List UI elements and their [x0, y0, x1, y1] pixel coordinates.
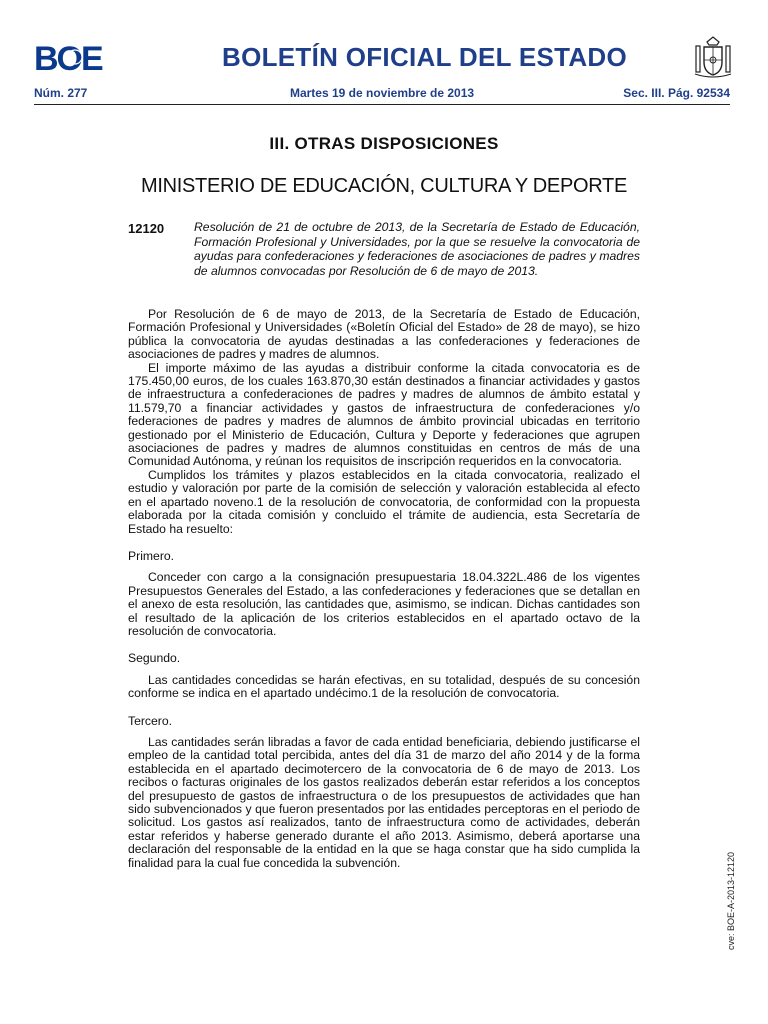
- body-paragraph: Conceder con cargo a la consignación presupuestaria 18.04.322L.486 de los vigentes Presupuestos Generales del Estado, a las confederaciones y federaciones que se detallan en el anexo de esta resolución, las cantidades que, asimismo, se indican. Dichas cantidades son el resultado de la aplicación de los criterios establecidos en el apartado octavo de la resolución de convocatoria.: [128, 570, 640, 638]
- issue-meta-bar: [34, 86, 730, 105]
- issue-date: Martes 19 de noviembre de 2013: [289, 86, 475, 100]
- body-paragraph: Las cantidades serán libradas a favor de cada entidad beneficiaria, debiendo justificarse el empleo de la cantidad total percibida, antes del día 31 de marzo del año 2014 y de la forma establecida en el apartado decimotercero de la convocatoria de 6 de mayo de 2013. Los recibos o facturas originales de los gastos realizados deberán estar referidos a los conceptos del presupuesto de gastos de infraestructura o de los presupuestos de actividades que han sido subvencionados y que fueron presentados por las entidades perceptoras en el periodo de solicitud. Los gastos así realizados, tanto de infraestructura como de actividades, deberán estar referidos y haberse generado durante el año 2013. Asimismo, deberá aportarse una declaración del responsable de la entidad en la que se haga constar que ha sido cumplida la finalidad para la cual fue concedida la subvención.: [128, 734, 640, 870]
- cve-code: cve: BOE-A-2013-12120: [726, 851, 736, 950]
- section-title: III. OTRAS DISPOSICIONES: [269, 134, 499, 153]
- article-label: Segundo.: [128, 651, 181, 666]
- gazette-title: BOLETÍN OFICIAL DEL ESTADO: [222, 42, 628, 72]
- issue-number: Núm. 277: [34, 86, 88, 100]
- article-label: Primero.: [128, 548, 175, 563]
- section-page: Sec. III. Pág. 92534: [623, 86, 730, 100]
- document-number: 12120: [128, 221, 165, 236]
- body-paragraph: El importe máximo de las ayudas a distribuir conforme la citada convocatoria es de 175.450,00 euros, de los cuales 163.870,30 están destinados a financiar actividades y gastos de infraestructura a confederaciones de padres y madres de alumnos de ámbito estatal y 11.579,70 a financiar actividades y gastos de infraestructura de confederaciones y/o federaciones de padres y madres de alumnos de ámbito provincial ubicadas en territorio gestionado por el Ministerio de Educación, Cultura y Deporte y federaciones que agrupen asociaciones de padres y madres de alumnos constituidas en centros de más de una Comunidad Autónoma, y reúnan los requisitos de inscripción requeridos en la convocatoria.: [128, 360, 640, 469]
- coat-of-arms-icon: [692, 36, 734, 80]
- article-label: Tercero.: [128, 713, 173, 728]
- gazette-header: [34, 36, 734, 80]
- document-body: [128, 308, 640, 870]
- svg-text:BOE: BOE: [34, 40, 102, 74]
- boe-logo: [34, 40, 116, 74]
- body-paragraph: Cumplidos los trámites y plazos establecidos en la citada convocatoria, realizado el estudio y valoración por parte de la comisión de selección y valoración establecida al efecto en el apartado noveno.1 de la resolución de convocatoria, de conformidad con la propuesta elaborada por la citada comisión y concluido el trámite de audiencia, esta Secretaría de Estado ha resuelto:: [128, 467, 640, 536]
- body-paragraph: Las cantidades concedidas se harán efectivas, en su totalidad, después de su concesión conforme se indica en el apartado undécimo.1 de la resolución de convocatoria.: [128, 672, 640, 701]
- document-description: Resolución de 21 de octubre de 2013, de la Secretaría de Estado de Educación, Formación Profesional y Universidades, por la que se resuelve la convocatoria de ayudas para confederaciones y federaciones de asociaciones de padres y madres de alumnos convocadas por Resolución de 6 de mayo de 2013.: [194, 220, 640, 278]
- ministry-title: MINISTERIO DE EDUCACIÓN, CULTURA Y DEPORTE: [140, 175, 627, 197]
- body-paragraph: Por Resolución de 6 de mayo de 2013, de la Secretaría de Estado de Educación, Formación Profesional y Universidades («Boletín Oficial del Estado» de 28 de mayo), se hizo pública la convocatoria de ayudas destinadas a las confederaciones y federaciones de asociaciones de padres y madres de alumnos.: [128, 307, 640, 362]
